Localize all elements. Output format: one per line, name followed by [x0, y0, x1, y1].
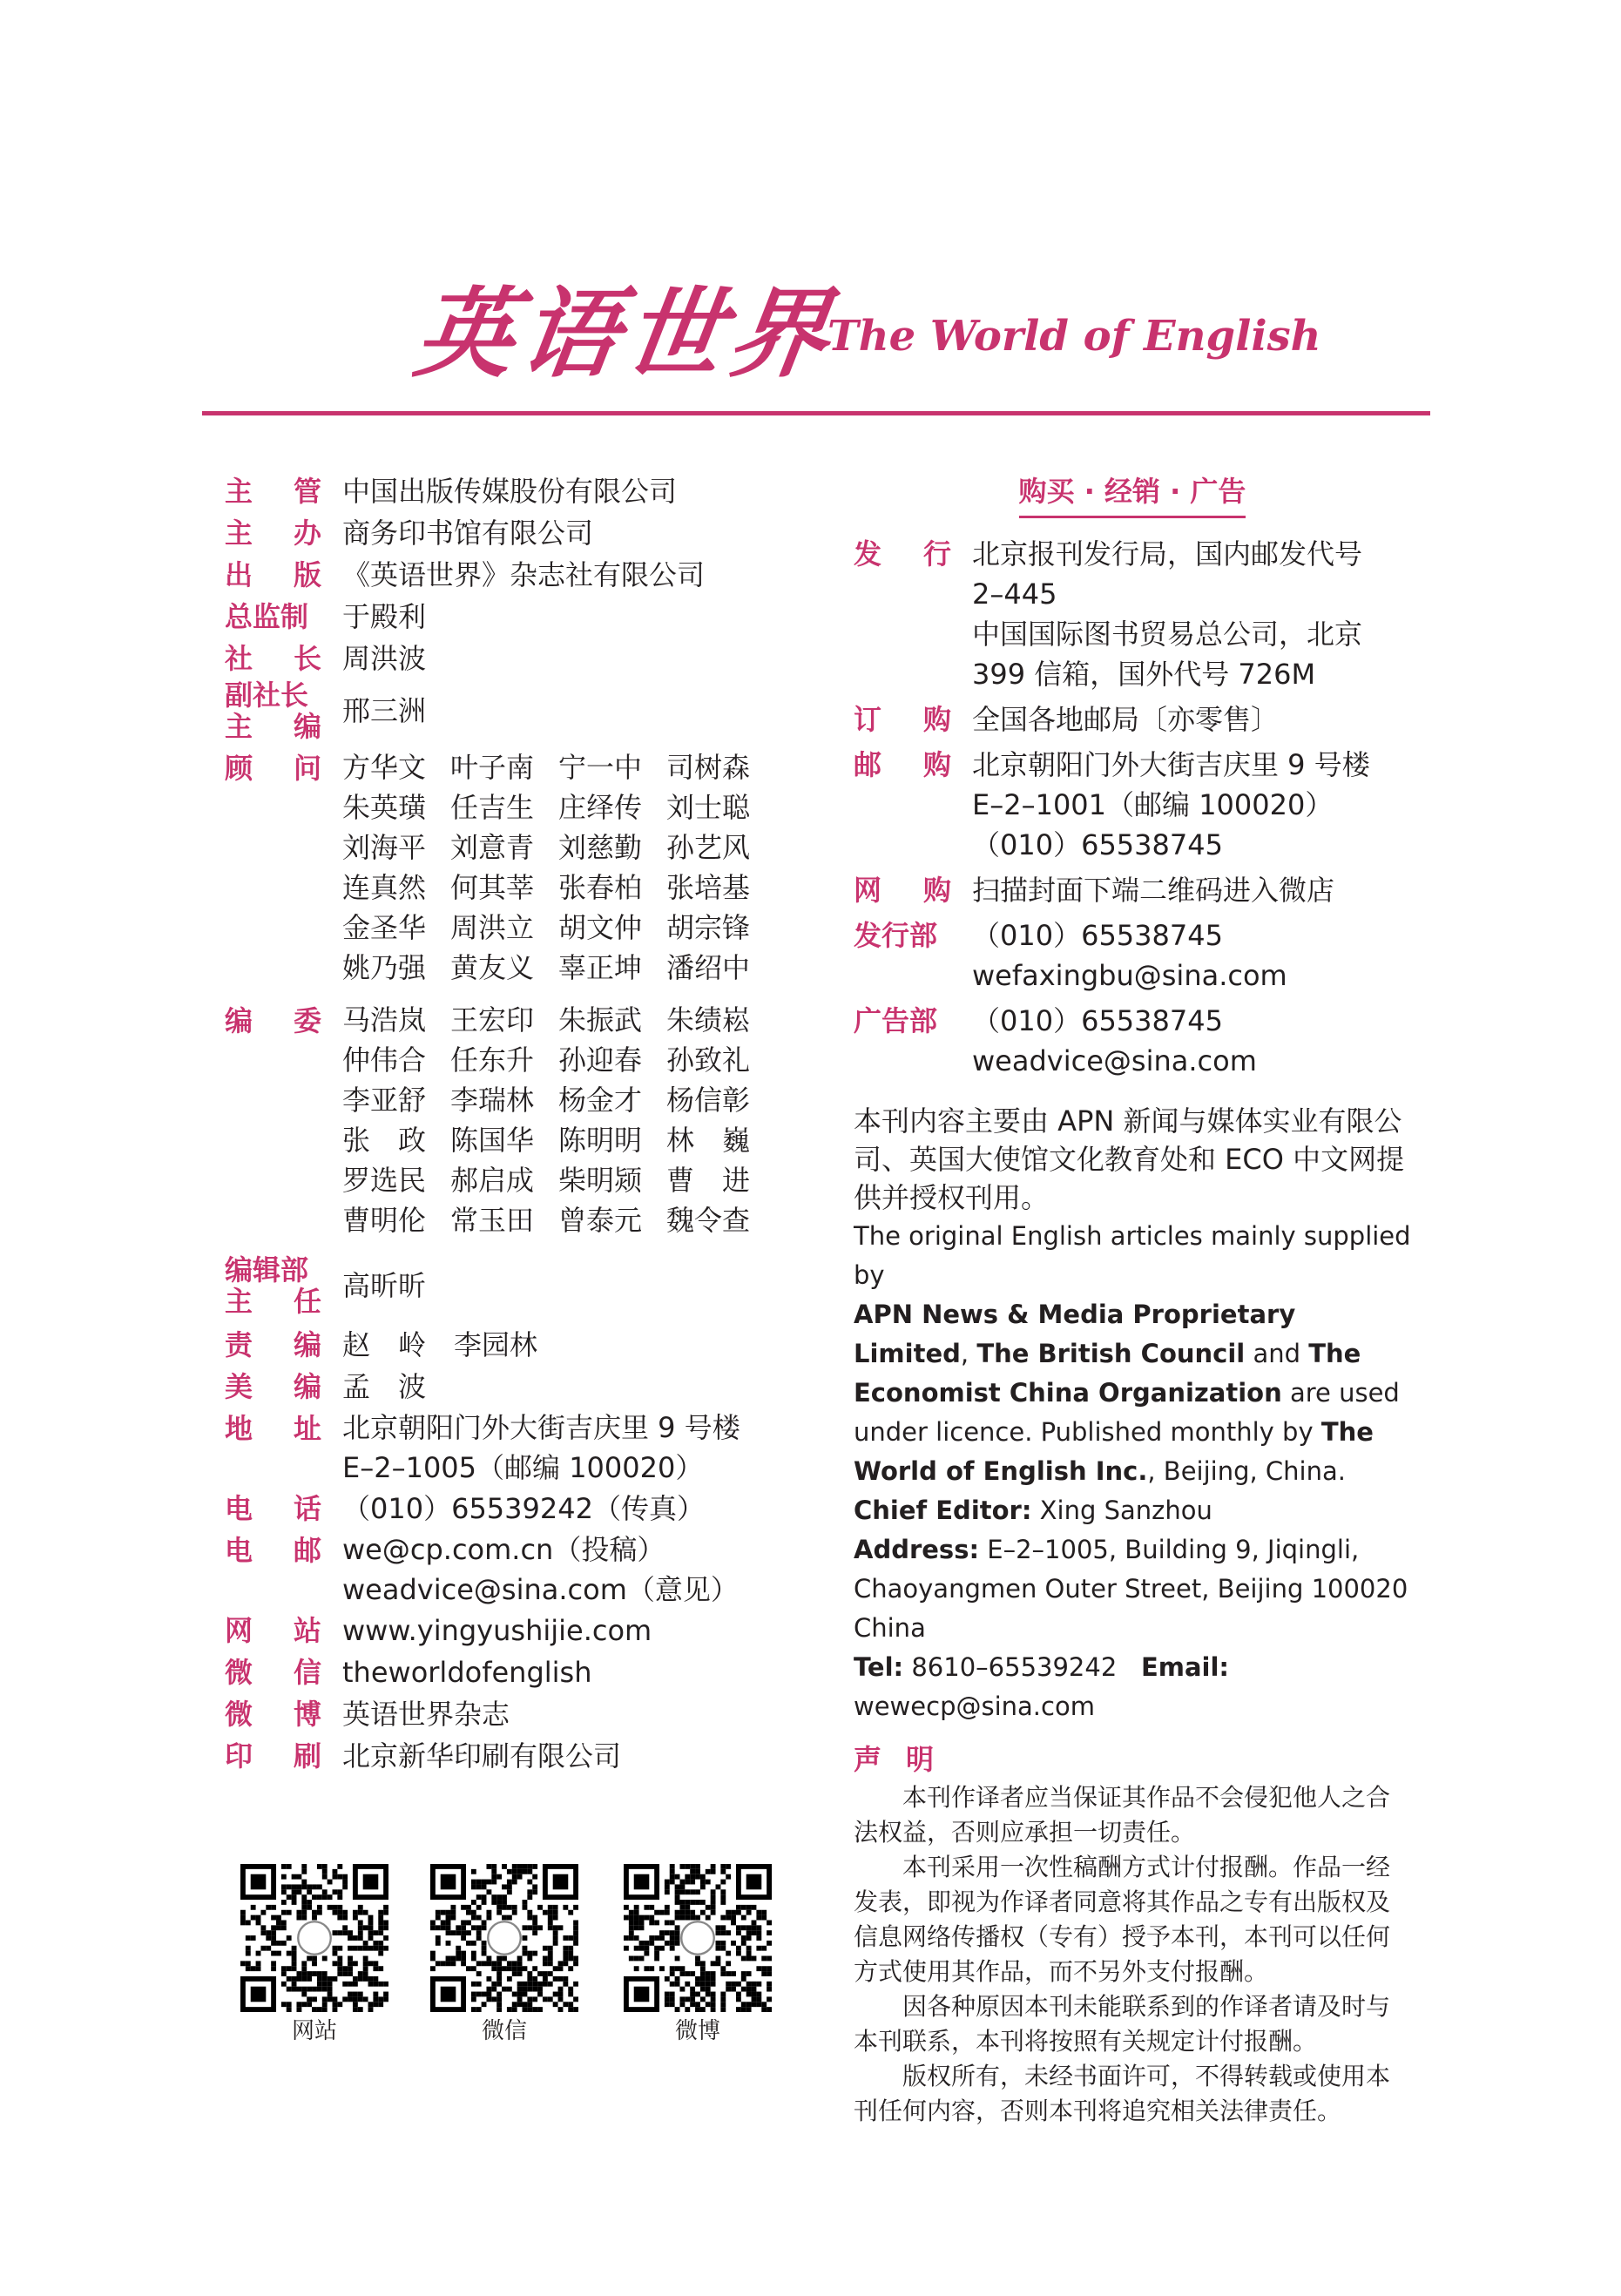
info-label: 主 管 [225, 475, 321, 508]
info-column [854, 470, 1411, 2129]
person-name: 朱振武 [558, 1003, 643, 1037]
staff-list [225, 470, 834, 742]
email-row [225, 1530, 834, 1610]
subscribe-row [854, 699, 1411, 739]
qr-caption: 微博 [674, 2018, 720, 2044]
person-name: 李亚舒 [342, 1084, 427, 1117]
declaration-paragraph: 本刊采用一次性稿酬方式计付报酬。作品一经发表，即视为作译者同意将其作品之专有出版权及信息网络传播权（专有）授予本刊，本刊可以任何方式使用其作品，而不另外支付报酬。 [854, 1853, 1391, 1986]
dept-value [972, 915, 1287, 996]
person-name: 黄友义 [450, 951, 535, 984]
info-label: 社 长 [225, 642, 321, 675]
qr-code-icon [240, 1864, 388, 2012]
online-value: 扫描封面下端二维码进入微店 [972, 874, 1335, 907]
person-name: 王宏印 [450, 1003, 535, 1037]
online-label: 网 购 [854, 874, 951, 907]
person-name: 叶子南 [450, 751, 535, 784]
info-label: 网 站 [225, 1614, 321, 1647]
editors-block [225, 1000, 834, 1240]
value-line: 北京报刊发行局，国内邮发代号 [972, 537, 1363, 571]
declaration-paragraph: 因各种原因本刊未能联系到的作译者请及时与本刊联系，本刊将按照有关规定计付报酬。 [854, 1992, 1391, 2056]
address-row [225, 1408, 834, 1488]
address-value [342, 1408, 740, 1488]
ad-label: 广告部 [854, 1004, 938, 1037]
advisors-block [225, 747, 834, 988]
editors-grid [342, 1000, 774, 1240]
online-row [854, 870, 1411, 910]
info-label: 责 编 [225, 1328, 321, 1361]
person-name: 任吉生 [450, 791, 535, 824]
info-row [225, 679, 834, 742]
person-name: 陈国华 [450, 1124, 535, 1157]
dept-row [854, 915, 1411, 996]
person-name: 林 巍 [666, 1124, 751, 1157]
email-value [342, 1530, 739, 1610]
person-name: 朱绩崧 [666, 1003, 751, 1037]
person-name: 任东升 [450, 1043, 535, 1077]
person-name: 刘海平 [342, 831, 427, 864]
mail-order-value [972, 745, 1370, 865]
info-label: 微 信 [225, 1656, 321, 1689]
person-name: 杨金才 [558, 1084, 643, 1117]
qr-caption: 网站 [291, 2018, 337, 2044]
person-name: 曹 进 [666, 1164, 751, 1197]
qr-website[interactable] [240, 1864, 388, 2047]
advisors-label: 顾 问 [225, 752, 321, 785]
info-row [225, 512, 834, 554]
ad-value [972, 1001, 1257, 1081]
info-label: 印 刷 [225, 1739, 321, 1773]
contact-list [225, 1610, 834, 1777]
info-row [225, 554, 834, 596]
info-value: 周洪波 [342, 642, 427, 675]
info-value: 商务印书馆有限公司 [342, 517, 594, 550]
info-row [225, 1735, 834, 1777]
declaration-paragraph: 本刊作译者应当保证其作品不会侵犯他人之合法权益，否则应承担一切责任。 [854, 1783, 1391, 1847]
info-value: 赵 岭 李园林 [342, 1328, 538, 1361]
info-label: 出 版 [225, 558, 321, 591]
masthead-rule [202, 411, 1430, 415]
info-label: 副社长 主 编 [225, 679, 321, 743]
distribution-row [854, 534, 1411, 694]
info-label: 总监制 [225, 600, 309, 633]
declaration-title: 声明 [854, 1743, 959, 1776]
staff-column [225, 470, 834, 1777]
info-value: 英语世界杂志 [342, 1698, 510, 1731]
info-label: 主 办 [225, 517, 321, 550]
email-line-2: weadvice@sina.com（意见） [342, 1573, 739, 1606]
masthead-title-zh: 英语世界 [408, 277, 843, 391]
person-name: 仲伟合 [342, 1043, 427, 1077]
office-label-line2: 主 任 [225, 1285, 321, 1318]
person-name: 姚乃强 [342, 951, 427, 984]
person-name: 张培基 [666, 871, 751, 904]
address-label: 地 址 [225, 1412, 321, 1445]
person-name: 陈明明 [558, 1124, 643, 1157]
info-value: 孟 波 [342, 1370, 427, 1403]
purchase-section-title: 购买 · 经销 · 广告 [854, 470, 1411, 518]
person-name: 曹明伦 [342, 1204, 427, 1237]
person-name: 何其莘 [450, 871, 535, 904]
info-row [225, 596, 834, 638]
info-row [225, 1610, 834, 1651]
person-name: 常玉田 [450, 1204, 535, 1237]
person-name: 胡宗锋 [666, 911, 751, 944]
person-name: 孙艺风 [666, 831, 751, 864]
dept-label: 发行部 [854, 919, 938, 952]
person-name: 杨信彰 [666, 1084, 751, 1117]
office-director-row [225, 1254, 834, 1317]
person-name: 刘意青 [450, 831, 535, 864]
subscribe-label: 订 购 [854, 703, 951, 736]
value-line: （010）65538745 [972, 919, 1223, 952]
person-name: 罗选民 [342, 1164, 427, 1197]
office-director-label [225, 1254, 342, 1317]
person-name: 潘绍中 [666, 951, 751, 984]
staff-list-2 [225, 1324, 834, 1408]
person-name: 周洪立 [450, 911, 535, 944]
person-name: 魏令查 [666, 1204, 751, 1237]
person-name: 金圣华 [342, 911, 427, 944]
info-row [225, 638, 834, 679]
phone-label: 电 话 [225, 1492, 321, 1525]
value-line: weadvice@sina.com [972, 1044, 1257, 1077]
qr-code-icon [430, 1864, 578, 2012]
info-row [225, 1693, 834, 1735]
value-line: 中国国际图书贸易总公司，北京 [972, 618, 1363, 651]
person-name: 司树森 [666, 751, 751, 784]
person-name: 曾泰元 [558, 1204, 643, 1237]
info-value: 北京新华印刷有限公司 [342, 1739, 622, 1773]
distribution-value [972, 534, 1362, 694]
person-name: 方华文 [342, 751, 427, 784]
person-name: 胡文仲 [558, 911, 643, 944]
email-line-1: we@cp.com.cn（投稿） [342, 1533, 665, 1566]
person-name: 庄绎传 [558, 791, 643, 824]
intro-zh: 本刊内容主要由 APN 新闻与媒体实业有限公司、英国大使馆文化教育处和 ECO 中文网提供并授权刊用。 [854, 1104, 1405, 1214]
subscribe-value: 全国各地邮局〔亦零售〕 [972, 703, 1280, 736]
editors-label: 编 委 [225, 1004, 321, 1037]
info-value: 于殿利 [342, 600, 427, 633]
value-line: （010）65538745 [972, 1004, 1223, 1037]
email-label: 电 邮 [225, 1534, 321, 1567]
info-label: 美 编 [225, 1370, 321, 1403]
value-line: 北京朝阳门外大街吉庆里 9 号楼 [972, 748, 1370, 781]
info-row [225, 1651, 834, 1693]
address-line-1: 北京朝阳门外大街吉庆里 9 号楼 [342, 1411, 740, 1444]
qr-caption: 微信 [481, 2018, 527, 2044]
info-value: 《英语世界》杂志社有限公司 [342, 558, 706, 591]
value-line: wefaxingbu@sina.com [972, 959, 1287, 992]
person-name: 张春柏 [558, 871, 643, 904]
person-name: 马浩岚 [342, 1003, 427, 1037]
person-name: 刘士聪 [666, 791, 751, 824]
value-line: E–2–1001（邮编 100020） [972, 788, 1334, 821]
info-row [225, 470, 834, 512]
info-label: 微 博 [225, 1698, 321, 1731]
ad-row [854, 1001, 1411, 1081]
info-row [225, 1366, 834, 1408]
phone-value: （010）65539242（传真） [342, 1492, 705, 1525]
person-name: 孙迎春 [558, 1043, 643, 1077]
office-director-value: 高昕昕 [342, 1269, 427, 1302]
phone-row [225, 1488, 834, 1530]
person-name: 郝启成 [450, 1164, 535, 1197]
address-line-2: E–2–1005（邮编 100020） [342, 1451, 704, 1484]
info-value: theworldofenglish [342, 1656, 592, 1689]
office-label-line1: 编辑部 [225, 1253, 309, 1286]
info-value: 邢三洲 [342, 694, 427, 727]
person-name: 李瑞林 [450, 1084, 535, 1117]
masthead-title-en: The World of English [827, 312, 1321, 361]
person-name: 张 政 [342, 1124, 427, 1157]
value-line: 2–445 [972, 577, 1057, 611]
advisors-grid [342, 747, 774, 988]
person-name: 宁一中 [558, 751, 643, 784]
person-name: 刘慈勤 [558, 831, 643, 864]
mail-order-label: 邮 购 [854, 748, 951, 781]
info-value: www.yingyushijie.com [342, 1614, 652, 1647]
declaration-body [854, 1780, 1411, 2129]
distribution-label: 发 行 [854, 537, 951, 571]
qr-code-icon [624, 1864, 772, 2012]
value-line: 399 信箱，国外代号 726M [972, 658, 1316, 691]
qr-weibo[interactable] [624, 1864, 772, 2047]
declaration-paragraph: 版权所有，未经书面许可，不得转载或使用本刊任何内容，否则本刊将追究相关法律责任。 [854, 2062, 1391, 2125]
qr-wechat[interactable] [430, 1864, 578, 2047]
info-row [225, 1324, 834, 1366]
person-name: 朱英璜 [342, 791, 427, 824]
person-name: 柴明颎 [558, 1164, 643, 1197]
value-line: （010）65538745 [972, 828, 1223, 861]
person-name: 连真然 [342, 871, 427, 904]
info-value: 中国出版传媒股份有限公司 [342, 475, 678, 508]
person-name: 孙致礼 [666, 1043, 751, 1077]
intro-en: The original English articles mainly supplied by APN News & Media Proprietary Limited, The British Council and The Economist China Organization are used under licence. Published monthly by The World of English Inc., Beijing, China. Chief Editor: Xing Sanzhou Address: E–2–1005, Building 9, Jiqingli, Chaoyangmen Outer Street, Beijing 100020 China Tel: 8610–65539242 Email: wewecp@sina.com [854, 1221, 1411, 1721]
mail-order-row [854, 745, 1411, 865]
person-name: 辜正坤 [558, 951, 643, 984]
